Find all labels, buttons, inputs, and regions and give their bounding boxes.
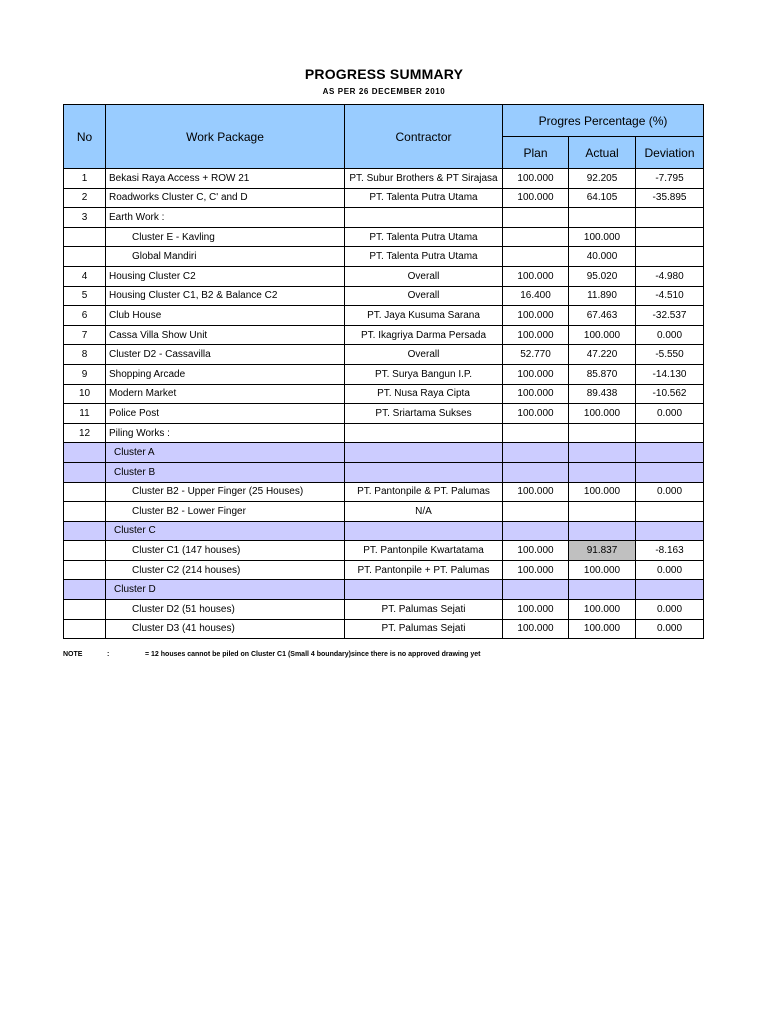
row-actual: 85.870 bbox=[569, 364, 636, 384]
row-plan: 100.000 bbox=[503, 266, 569, 286]
row-no bbox=[64, 443, 106, 463]
row-contractor: PT. Surya Bangun I.P. bbox=[345, 364, 503, 384]
row-work-package: Cluster C1 (147 houses) bbox=[106, 541, 345, 561]
row-no bbox=[64, 462, 106, 482]
page-title: PROGRESS SUMMARY bbox=[304, 66, 464, 82]
row-work-package: Police Post bbox=[106, 404, 345, 424]
note-colon: : bbox=[107, 651, 110, 658]
row-contractor: Overall bbox=[345, 345, 503, 365]
row-actual bbox=[569, 208, 636, 228]
row-actual: 95.020 bbox=[569, 266, 636, 286]
row-actual bbox=[569, 580, 636, 600]
row-no: 5 bbox=[64, 286, 106, 306]
row-contractor bbox=[345, 443, 503, 463]
row-contractor: PT. Pantonpile + PT. Palumas bbox=[345, 560, 503, 580]
header-actual: Actual bbox=[569, 137, 636, 169]
table-row bbox=[64, 580, 704, 600]
row-work-package: Housing Cluster C2 bbox=[106, 266, 345, 286]
row-deviation: 0.000 bbox=[636, 619, 704, 639]
row-deviation: -5.550 bbox=[636, 345, 704, 365]
table-row bbox=[64, 462, 704, 482]
header-contractor: Contractor bbox=[345, 105, 503, 169]
table-row bbox=[64, 541, 704, 561]
header-deviation: Deviation bbox=[636, 137, 704, 169]
row-deviation: -4.510 bbox=[636, 286, 704, 306]
row-plan bbox=[503, 227, 569, 247]
row-no bbox=[64, 580, 106, 600]
row-deviation bbox=[636, 208, 704, 228]
table-row bbox=[64, 482, 704, 502]
table-row bbox=[64, 266, 704, 286]
table-body bbox=[64, 169, 704, 639]
row-actual: 64.105 bbox=[569, 188, 636, 208]
row-actual: 91.837 bbox=[569, 541, 636, 561]
row-contractor: PT. Jaya Kusuma Sarana bbox=[345, 306, 503, 326]
row-contractor: PT. Talenta Putra Utama bbox=[345, 188, 503, 208]
row-actual: 67.463 bbox=[569, 306, 636, 326]
row-plan bbox=[503, 247, 569, 267]
row-plan: 100.000 bbox=[503, 560, 569, 580]
row-contractor: PT. Subur Brothers & PT Sirajasa bbox=[345, 169, 503, 189]
row-work-package: Cluster D2 - Cassavilla bbox=[106, 345, 345, 365]
table-row bbox=[64, 345, 704, 365]
row-work-package: Cluster B2 - Lower Finger bbox=[106, 502, 345, 522]
row-work-package: Housing Cluster C1, B2 & Balance C2 bbox=[106, 286, 345, 306]
row-deviation: 0.000 bbox=[636, 325, 704, 345]
row-no: 11 bbox=[64, 404, 106, 424]
row-deviation: -7.795 bbox=[636, 169, 704, 189]
header-plan: Plan bbox=[503, 137, 569, 169]
note-text: = 12 houses cannot be piled on Cluster C1 (Small 4 boundary)since there is no approved drawing yet bbox=[145, 651, 481, 658]
table-row bbox=[64, 247, 704, 267]
row-contractor bbox=[345, 580, 503, 600]
row-deviation: -32.537 bbox=[636, 306, 704, 326]
row-deviation: 0.000 bbox=[636, 600, 704, 620]
header-work-package: Work Package bbox=[106, 105, 345, 169]
row-no bbox=[64, 521, 106, 541]
table-row bbox=[64, 286, 704, 306]
row-deviation bbox=[636, 227, 704, 247]
row-work-package: Cluster C bbox=[106, 521, 345, 541]
row-no bbox=[64, 619, 106, 639]
row-plan bbox=[503, 443, 569, 463]
row-work-package: Cluster D2 (51 houses) bbox=[106, 600, 345, 620]
row-actual: 92.205 bbox=[569, 169, 636, 189]
row-no: 12 bbox=[64, 423, 106, 443]
row-actual: 40.000 bbox=[569, 247, 636, 267]
row-no: 2 bbox=[64, 188, 106, 208]
row-actual: 100.000 bbox=[569, 619, 636, 639]
table-row bbox=[64, 560, 704, 580]
row-deviation bbox=[636, 443, 704, 463]
row-actual: 100.000 bbox=[569, 482, 636, 502]
row-deviation: 0.000 bbox=[636, 482, 704, 502]
row-no bbox=[64, 227, 106, 247]
row-contractor: Overall bbox=[345, 286, 503, 306]
row-plan: 100.000 bbox=[503, 169, 569, 189]
row-no: 1 bbox=[64, 169, 106, 189]
row-plan: 100.000 bbox=[503, 619, 569, 639]
row-contractor: PT. Sriartama Sukses bbox=[345, 404, 503, 424]
row-deviation: 0.000 bbox=[636, 560, 704, 580]
row-contractor: PT. Palumas Sejati bbox=[345, 619, 503, 639]
row-contractor bbox=[345, 208, 503, 228]
row-no: 7 bbox=[64, 325, 106, 345]
row-plan: 100.000 bbox=[503, 384, 569, 404]
row-actual: 100.000 bbox=[569, 600, 636, 620]
row-work-package: Shopping Arcade bbox=[106, 364, 345, 384]
row-deviation bbox=[636, 462, 704, 482]
row-actual bbox=[569, 443, 636, 463]
row-work-package: Cluster D bbox=[106, 580, 345, 600]
row-plan: 100.000 bbox=[503, 306, 569, 326]
row-work-package: Cassa Villa Show Unit bbox=[106, 325, 345, 345]
row-actual: 100.000 bbox=[569, 404, 636, 424]
row-no: 4 bbox=[64, 266, 106, 286]
row-deviation bbox=[636, 247, 704, 267]
row-deviation bbox=[636, 423, 704, 443]
row-work-package: Cluster C2 (214 houses) bbox=[106, 560, 345, 580]
row-plan: 100.000 bbox=[503, 325, 569, 345]
table-row bbox=[64, 364, 704, 384]
row-actual bbox=[569, 521, 636, 541]
row-plan: 100.000 bbox=[503, 541, 569, 561]
table-row bbox=[64, 404, 704, 424]
row-contractor: PT. Talenta Putra Utama bbox=[345, 227, 503, 247]
header-no: No bbox=[64, 105, 106, 169]
row-contractor: Overall bbox=[345, 266, 503, 286]
header-progress-percentage: Progres Percentage (%) bbox=[503, 105, 704, 137]
row-contractor: PT. Nusa Raya Cipta bbox=[345, 384, 503, 404]
row-work-package: Earth Work : bbox=[106, 208, 345, 228]
row-contractor bbox=[345, 521, 503, 541]
row-plan bbox=[503, 521, 569, 541]
row-deviation: -4.980 bbox=[636, 266, 704, 286]
row-plan: 16.400 bbox=[503, 286, 569, 306]
row-no bbox=[64, 482, 106, 502]
row-actual: 100.000 bbox=[569, 560, 636, 580]
row-actual: 89.438 bbox=[569, 384, 636, 404]
row-no: 9 bbox=[64, 364, 106, 384]
row-deviation: -10.562 bbox=[636, 384, 704, 404]
row-contractor: N/A bbox=[345, 502, 503, 522]
row-contractor: PT. Ikagriya Darma Persada bbox=[345, 325, 503, 345]
row-contractor: PT. Talenta Putra Utama bbox=[345, 247, 503, 267]
progress-table bbox=[63, 104, 704, 639]
row-no: 6 bbox=[64, 306, 106, 326]
row-contractor bbox=[345, 462, 503, 482]
row-work-package: Cluster E - Kavling bbox=[106, 227, 345, 247]
page-subtitle: AS PER 26 DECEMBER 2010 bbox=[322, 87, 446, 96]
row-no bbox=[64, 247, 106, 267]
row-plan bbox=[503, 502, 569, 522]
row-plan: 100.000 bbox=[503, 404, 569, 424]
row-contractor: PT. Palumas Sejati bbox=[345, 600, 503, 620]
row-plan: 100.000 bbox=[503, 482, 569, 502]
row-plan bbox=[503, 423, 569, 443]
row-plan bbox=[503, 462, 569, 482]
table-row bbox=[64, 521, 704, 541]
table-row bbox=[64, 619, 704, 639]
table-row bbox=[64, 208, 704, 228]
table-row bbox=[64, 600, 704, 620]
row-no bbox=[64, 541, 106, 561]
row-contractor: PT. Pantonpile Kwartatama bbox=[345, 541, 503, 561]
row-plan bbox=[503, 208, 569, 228]
row-plan: 52.770 bbox=[503, 345, 569, 365]
row-contractor bbox=[345, 423, 503, 443]
row-no: 8 bbox=[64, 345, 106, 365]
row-work-package: Modern Market bbox=[106, 384, 345, 404]
row-deviation: -14.130 bbox=[636, 364, 704, 384]
row-actual: 100.000 bbox=[569, 325, 636, 345]
table-row bbox=[64, 188, 704, 208]
row-no bbox=[64, 600, 106, 620]
row-actual: 47.220 bbox=[569, 345, 636, 365]
row-actual: 11.890 bbox=[569, 286, 636, 306]
row-plan: 100.000 bbox=[503, 600, 569, 620]
row-work-package: Bekasi Raya Access + ROW 21 bbox=[106, 169, 345, 189]
row-work-package: Cluster A bbox=[106, 443, 345, 463]
table-row bbox=[64, 384, 704, 404]
row-deviation bbox=[636, 502, 704, 522]
row-work-package: Piling Works : bbox=[106, 423, 345, 443]
row-no: 3 bbox=[64, 208, 106, 228]
row-work-package: Global Mandiri bbox=[106, 247, 345, 267]
row-plan: 100.000 bbox=[503, 364, 569, 384]
row-no bbox=[64, 560, 106, 580]
row-work-package: Cluster B bbox=[106, 462, 345, 482]
row-work-package: Roadworks Cluster C, C' and D bbox=[106, 188, 345, 208]
table-row bbox=[64, 502, 704, 522]
table-row bbox=[64, 325, 704, 345]
table-row bbox=[64, 423, 704, 443]
row-deviation: -35.895 bbox=[636, 188, 704, 208]
table-row bbox=[64, 227, 704, 247]
row-no bbox=[64, 502, 106, 522]
row-contractor: PT. Pantonpile & PT. Palumas bbox=[345, 482, 503, 502]
row-work-package: Cluster D3 (41 houses) bbox=[106, 619, 345, 639]
row-no: 10 bbox=[64, 384, 106, 404]
row-deviation bbox=[636, 580, 704, 600]
table-row bbox=[64, 169, 704, 189]
row-plan: 100.000 bbox=[503, 188, 569, 208]
row-work-package: Cluster B2 - Upper Finger (25 Houses) bbox=[106, 482, 345, 502]
row-actual: 100.000 bbox=[569, 227, 636, 247]
row-deviation: 0.000 bbox=[636, 404, 704, 424]
row-actual bbox=[569, 462, 636, 482]
row-work-package: Club House bbox=[106, 306, 345, 326]
row-deviation bbox=[636, 521, 704, 541]
row-plan bbox=[503, 580, 569, 600]
row-actual bbox=[569, 502, 636, 522]
row-actual bbox=[569, 423, 636, 443]
row-deviation: -8.163 bbox=[636, 541, 704, 561]
table-row bbox=[64, 443, 704, 463]
table-row bbox=[64, 306, 704, 326]
note-label: NOTE bbox=[63, 651, 83, 658]
